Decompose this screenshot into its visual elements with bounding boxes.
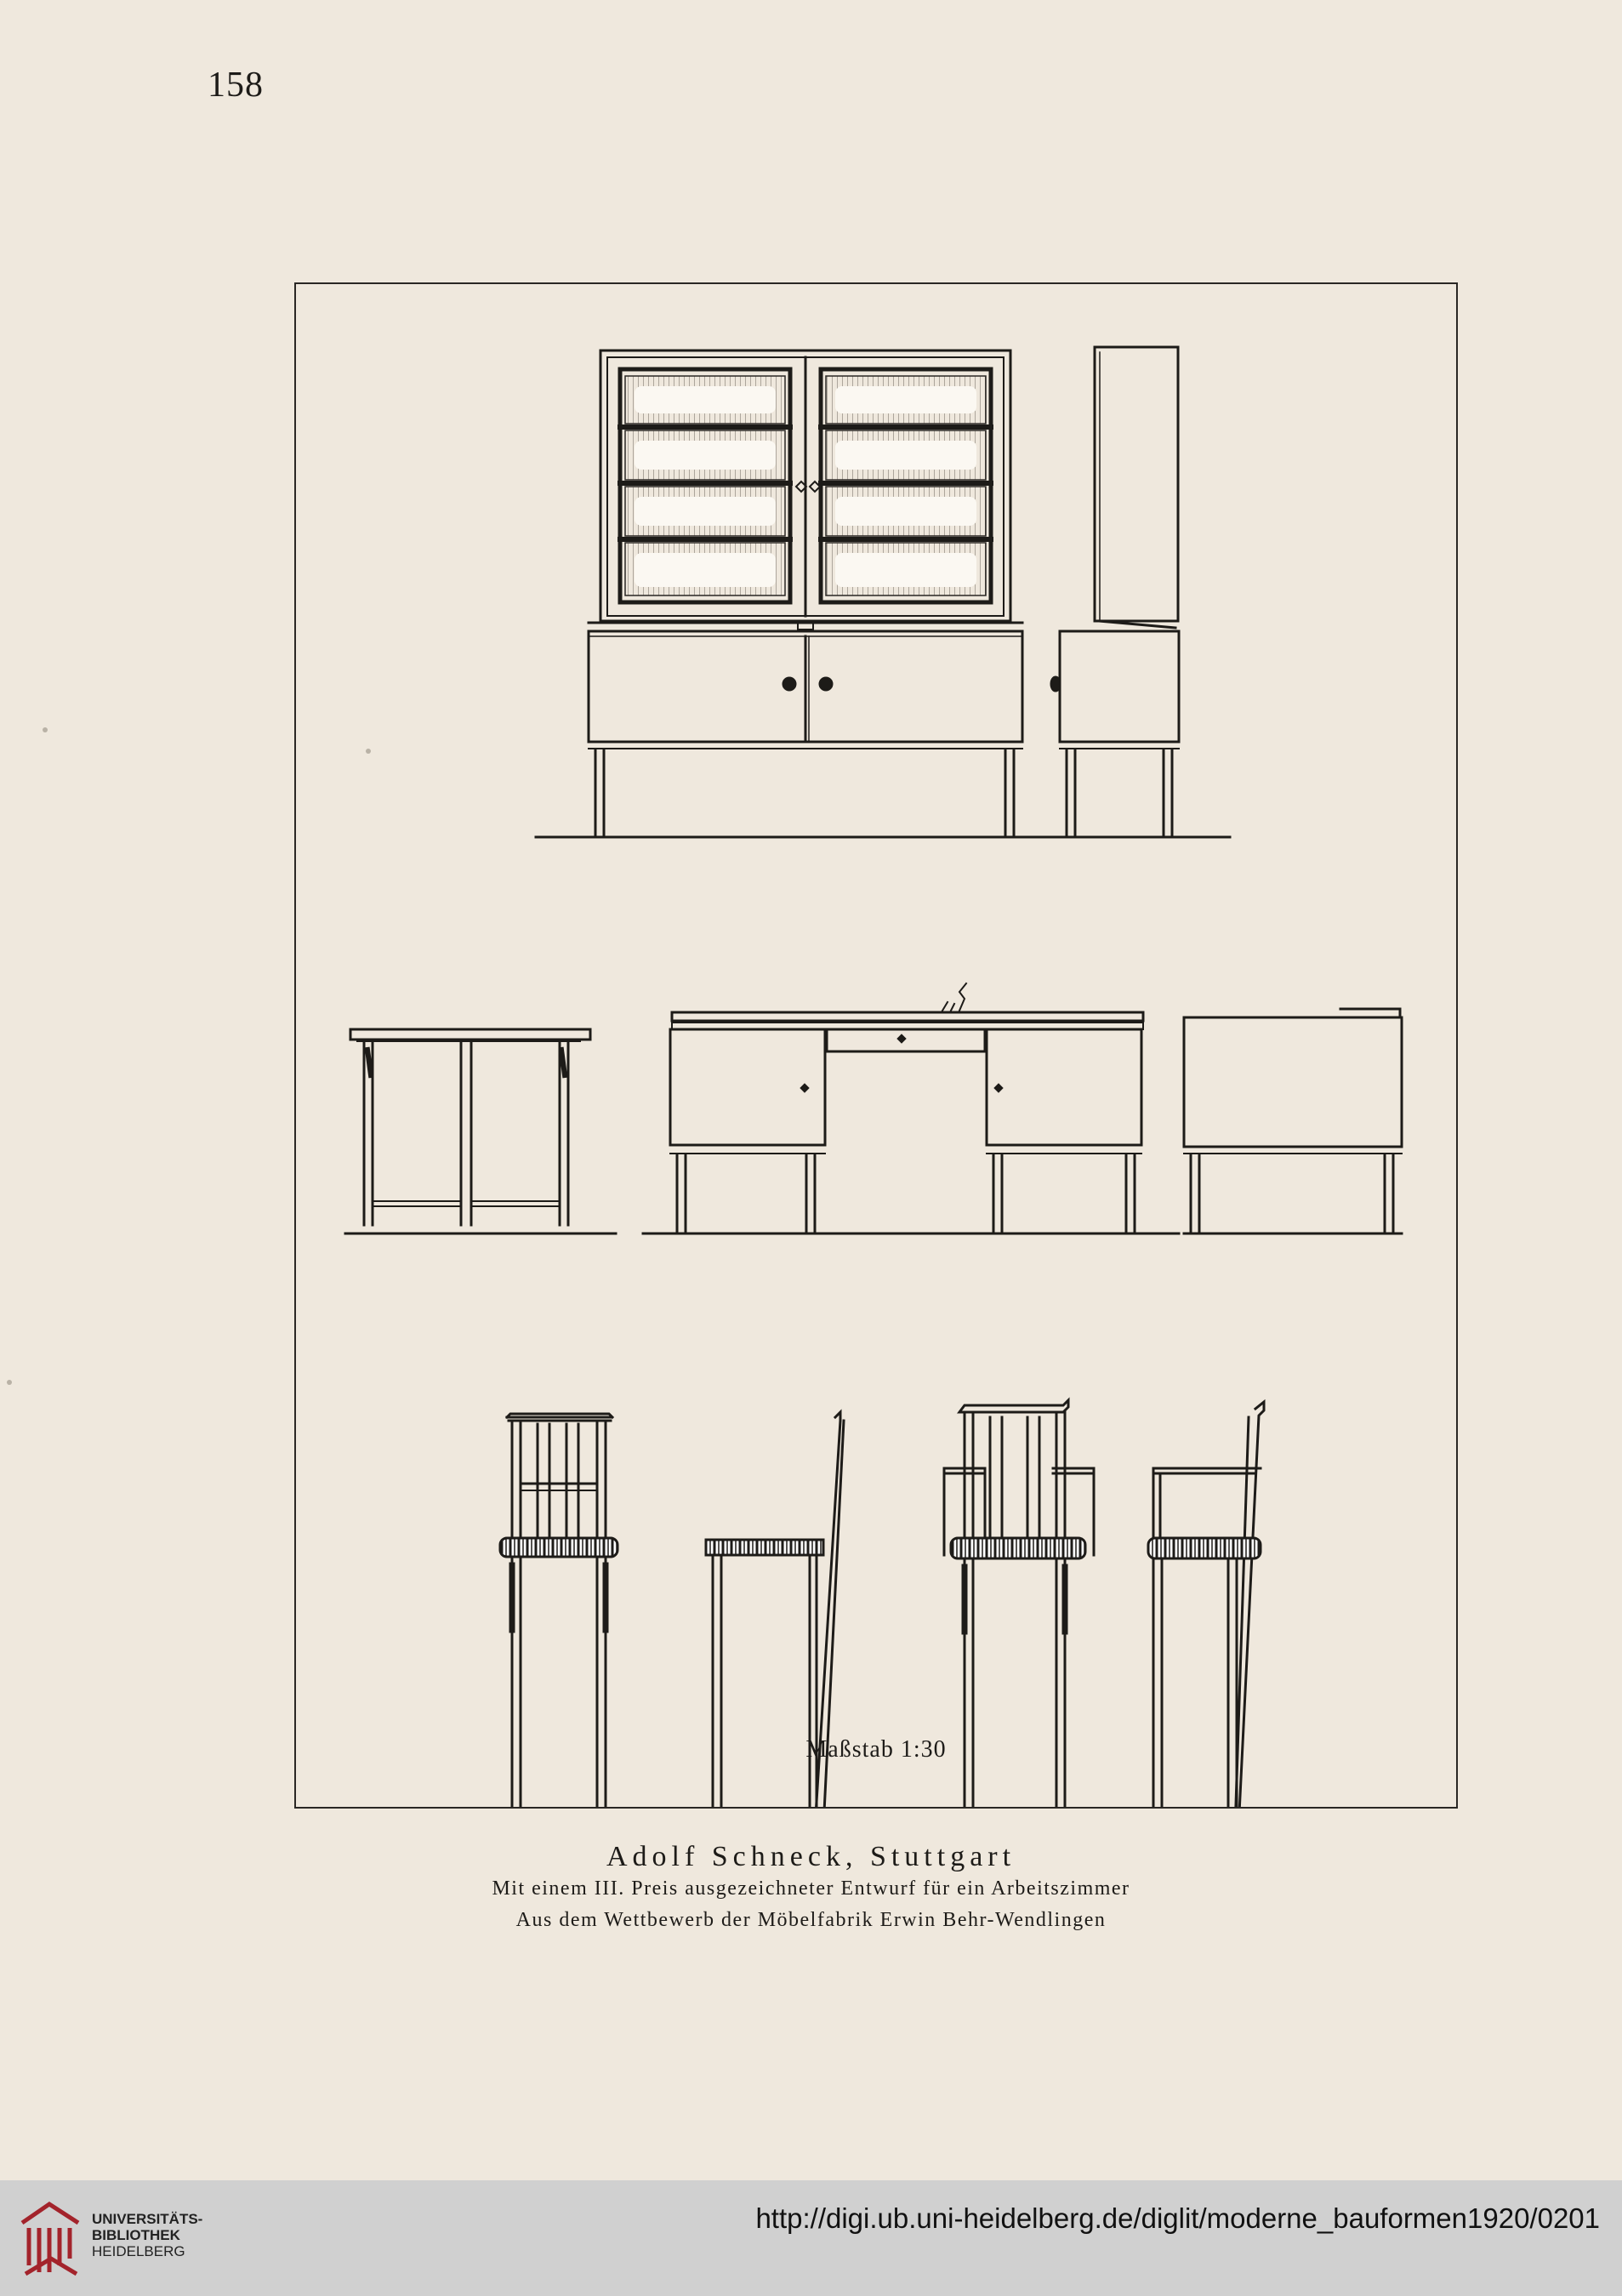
writing-desk-side bbox=[1184, 1009, 1402, 1233]
paper-speck bbox=[43, 727, 48, 732]
caption-line-1: Mit einem III. Preis ausgezeichneter Entwurf für ein Arbeitszimmer bbox=[492, 1877, 1130, 1900]
illustration-plate bbox=[294, 282, 1458, 1809]
library-name-line: HEIDELBERG bbox=[92, 2243, 185, 2259]
library-name-line: UNIVERSITÄTS- bbox=[92, 2211, 203, 2227]
display-cabinet-front bbox=[589, 350, 1022, 837]
scale-label: Maßstab 1:30 bbox=[805, 1736, 947, 1763]
source-url-link[interactable]: http://digi.ub.uni-heidelberg.de/diglit/moderne_bauformen1920/0201 bbox=[755, 2202, 1600, 2234]
caption-line-2: Aus dem Wettbewerb der Möbelfabrik Erwin Behr-Wendlingen bbox=[515, 1909, 1107, 1931]
display-cabinet-side bbox=[1051, 347, 1179, 837]
furniture-drawing bbox=[296, 284, 1456, 1807]
library-footer bbox=[0, 2180, 1622, 2296]
library-name bbox=[92, 2211, 202, 2259]
library-logo-icon[interactable] bbox=[17, 2197, 83, 2279]
library-name-line: BIBLIOTHEK bbox=[92, 2227, 180, 2243]
page-number: 158 bbox=[208, 66, 264, 105]
side-table bbox=[350, 1029, 590, 1225]
paper-speck bbox=[7, 1380, 12, 1385]
caption-author: Adolf Schneck, Stuttgart bbox=[606, 1841, 1016, 1872]
writing-desk-front bbox=[670, 983, 1143, 1233]
